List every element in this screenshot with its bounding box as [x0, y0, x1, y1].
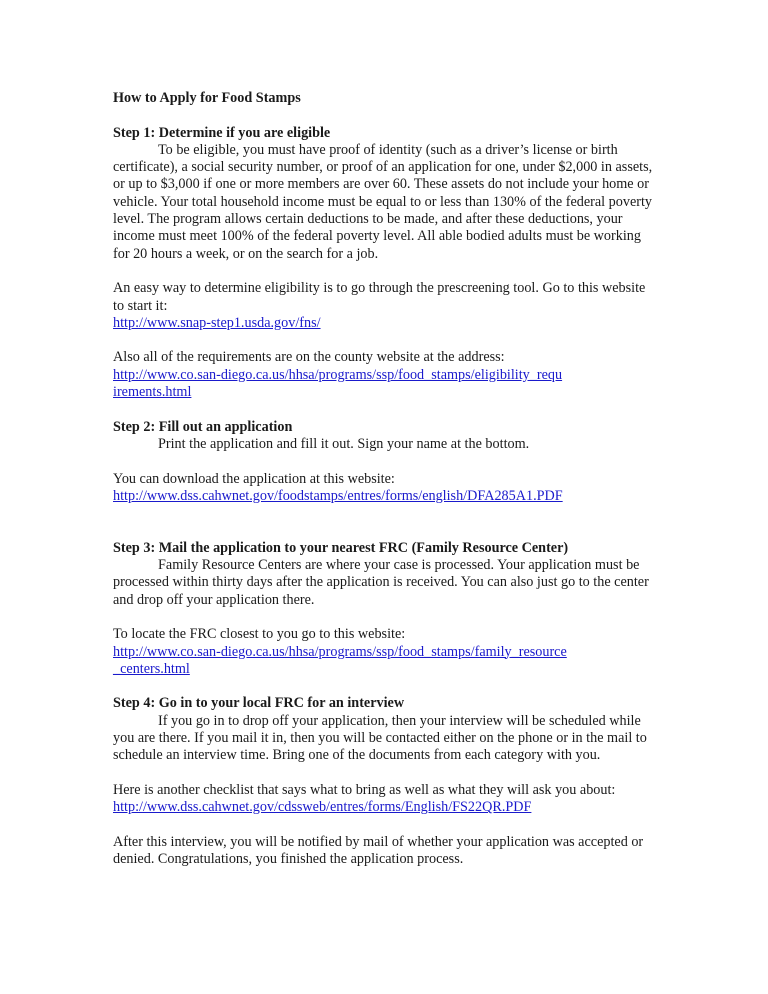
step2-body: Print the application and fill it out. Sign your name at the bottom. — [158, 435, 530, 452]
locate-link[interactable]: http://www.co.san-diego.ca.us/hhsa/programs/ssp/food_stamps/family_resource_centers.html — [113, 643, 567, 677]
step1-body: To be eligible, you must have proof of identity (such as a driver’s license or birth certificate), a social security number, or proof of an application for one, under $2,000 in assets, or up to $3,000 if one or more members are over 60. These assets do not include your home or vehicle. Your total household income must be equal to or less than 130% of the federal poverty level. The program allows certain deductions to be made, and after these deductions, your income must meet 100% of the federal poverty level. All able bodied adults must be working for 20 hours a week, or on the search for a job. — [113, 141, 653, 262]
step4-heading: Step 4: Go in to your local FRC for an interview — [113, 695, 405, 712]
prescreen-link[interactable]: http://www.snap-step1.usda.gov/fns/ — [113, 314, 321, 331]
prescreen-text: An easy way to determine eligibility is to go through the prescreening tool. Go to this website to start it: — [113, 280, 646, 314]
step3-heading: Step 3: Mail the application to your nearest FRC (Family Resource Center) — [113, 539, 569, 556]
step4-body: If you go in to drop off your application, then your interview will be scheduled while you are there. If you mail it in, then you will be contacted either on the phone or in the mail to schedule an interview time. Bring one of the documents from each category with you. — [113, 712, 647, 764]
closing-text: After this interview, you will be notified by mail of whether your application was accepted or denied. Congratulations, you finished the application process. — [113, 833, 644, 868]
locate-text: To locate the FRC closest to you go to this website: — [113, 626, 406, 643]
step2-heading: Step 2: Fill out an application — [113, 418, 293, 435]
download-link[interactable]: http://www.dss.cahwnet.gov/foodstamps/entres/forms/english/DFA285A1.PDF — [113, 487, 563, 504]
checklist-link[interactable]: http://www.dss.cahwnet.gov/cdssweb/entres/forms/English/FS22QR.PDF — [113, 799, 532, 816]
requirements-link[interactable]: http://www.co.san-diego.ca.us/hhsa/programs/ssp/food_stamps/eligibility_requirements.html — [113, 366, 563, 401]
download-text: You can download the application at this website: — [113, 470, 395, 487]
step1-heading: Step 1: Determine if you are eligible — [113, 124, 331, 141]
document-title: How to Apply for Food Stamps — [113, 90, 301, 106]
document-page — [113, 90, 658, 868]
checklist-text: Here is another checklist that says what to bring as well as what they will ask you about: — [113, 781, 616, 798]
requirements-text: Also all of the requirements are on the county website at the address: — [113, 349, 505, 366]
step3-body: Family Resource Centers are where your case is processed. Your application must be processed within thirty days after the application is received. You can also just go to the center and drop off your application there. — [113, 557, 649, 608]
